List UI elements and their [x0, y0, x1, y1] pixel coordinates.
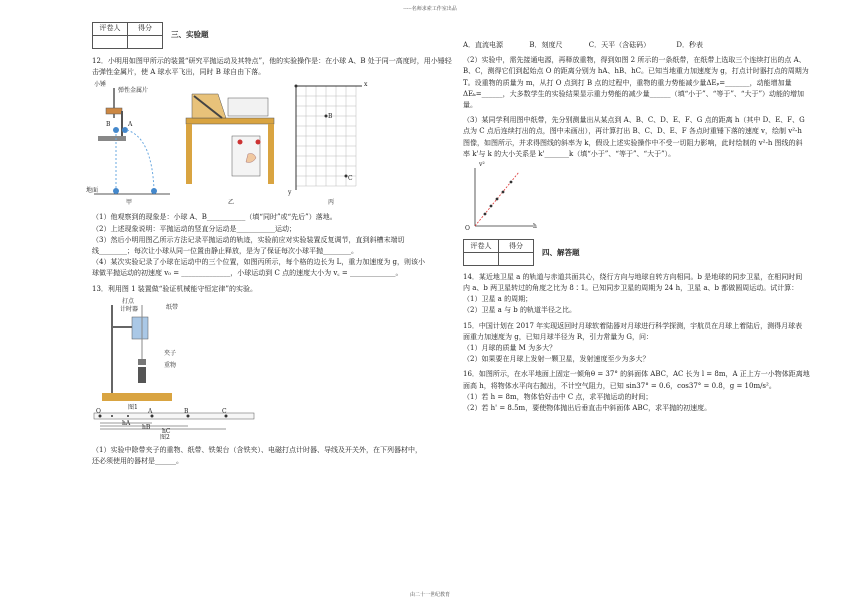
caption-fig-2: 图2: [160, 433, 170, 441]
section-title-4: 四、解答题: [542, 247, 580, 257]
q12-item-2: （2）上述现象说明：平抛运动的竖直分运动是___________运动；: [92, 224, 296, 233]
q16-line-1: 16．如图所示，在水平地面上固定一倾角θ = 37° 的斜面体 ABC，AC 长为 l = 8m，A 正上方一小物体距离地: [463, 370, 810, 379]
figure-jia: [92, 78, 172, 206]
q13-2-line-1: （2）实验中，需先接通电源，再释放重物，得到如图 2 所示的一条纸带，在纸带上选取三个连续打出的点 A、: [463, 56, 806, 65]
q13-figures: [92, 295, 452, 433]
q14-line-3: （1）卫星 a 的周期；: [463, 295, 533, 304]
q15-line-2: 面重力加速度为 g，已知月球半径为 R，引力常量为 G，问：: [463, 332, 654, 341]
caption-fig-1: 图1: [128, 403, 138, 411]
q13-3-line-4: 率 k'与 k 的大小关系是 k'_______k（填“小于”、“等于”、“大于”）。: [463, 149, 676, 158]
option-b: B．刻度尺: [529, 41, 563, 49]
page-footer: 由二十一世纪教育: [409, 592, 450, 598]
q12-figures: [86, 78, 452, 207]
label-a: A: [128, 121, 133, 129]
tape-hc: hC: [162, 427, 171, 435]
q15-line-4: （2）如果要在月球上发射一颗卫星，发射速度至少为多大？: [463, 355, 650, 364]
q12-item-4b: 球做平抛运动的初速度 v₀ = ______________，小球运动到 C 点的速度大小为 v꜀ = _____________。: [92, 269, 403, 278]
label-metal-sheet: 弹性金属片: [118, 87, 149, 95]
label-y: y: [288, 189, 292, 197]
score-cell: 得分: [128, 22, 163, 35]
option-d: D．秒表: [676, 41, 703, 49]
q13-3-line-1: （3）某同学利用图中纸带，先分别测量出从某点到 A、B、C、D、E、F、G 点的距离 h（其中 D、E、F、G: [463, 116, 805, 125]
axis-origin: O: [465, 224, 470, 232]
q15-line-3: （1）月球的质量 M 为多大？: [463, 344, 557, 352]
q13-item-1b: 还必须使用的器材是______。: [92, 456, 183, 465]
axis-v2: v²: [479, 160, 485, 168]
q13-2-line-5: 量。: [463, 100, 477, 109]
score-table-3: [92, 22, 163, 49]
option-a: A．直流电源: [463, 41, 504, 49]
q12-item-3: （3）然后小明用图乙所示方法记录平抛运动的轨迹，实验前应对实验装置反复调节，直到斜槽末端切: [92, 235, 405, 244]
caption-bing: 丙: [328, 199, 335, 207]
v2-h-plot: [467, 164, 537, 234]
q16-line-2: 面高 h，将物体水平向右抛出，不计空气阻力，已知 sin37° = 0.6，cos37° = 0.8，g = 10m/s²。: [463, 381, 776, 390]
q13-2-line-3: T。设重物的质量为 m，从打 O 点到打 B 点的过程中，重物的重力势能减少量ΔEₚ=_______，动能增加量: [463, 78, 792, 87]
option-c: C．天平（含砝码）: [588, 41, 651, 49]
figure-yi: [182, 88, 282, 198]
q16-line-4: （2）若 h' = 8.5m，要使物体抛出后垂直击中斜面体 ABC，求平抛的初速度。: [463, 403, 712, 412]
q16-line-3: （1）若 h = 8m，物体恰好击中 C 点，求平抛运动的时间；: [463, 392, 653, 401]
q13-3-line-3: 图像，如图所示，并求得图线的斜率为 k，假设上述实验操作中不受一切阻力影响，此时绘制的 v²-h 图线的斜: [463, 138, 803, 147]
left-column: [86, 20, 452, 467]
score-table-4: [463, 239, 534, 266]
q14-line-4: （2）卫星 a 与 b 的轨道半径之比。: [463, 306, 577, 315]
right-column: [463, 42, 825, 414]
score-section-4: [463, 238, 825, 268]
axis-h: h: [533, 222, 537, 230]
label-dot-timer-1: 打点: [122, 297, 135, 305]
label-point-b: B: [328, 113, 333, 121]
tape-c: C: [222, 407, 227, 415]
v2-h-graph: [463, 160, 825, 236]
q14-line-1: 14．某近地卫星 a 的轨道与赤道共面共心，绕行方向与地球自转方向相同。b 是地球的同步卫星，在相同时间: [463, 272, 803, 281]
tape-ha: hA: [122, 419, 131, 427]
label-dot-timer-2: 计时器: [120, 305, 139, 313]
figure-bing-grid: [292, 82, 368, 192]
tape-hb: hB: [142, 423, 151, 431]
tape-b: B: [184, 407, 189, 415]
q13-stem: 13．利用图 1 装置做“验证机械能守恒定律”的实验。: [92, 284, 257, 293]
label-hammer: 小锤: [94, 81, 107, 89]
q14-line-2: 内 a、b 两卫星转过的角度之比为 8∶1。已知同步卫星的周期为 24 h，卫星 a、b 都做圆周运动。试计算：: [463, 284, 799, 293]
score-section-3: [92, 20, 452, 50]
q12-item-1: （1）他观察到的现象是：小球 A、B___________（填“同时”或“先后”）落地。: [92, 213, 337, 222]
q12-item-3b: 线________；每次让小球从同一位置由静止释放，是为了保证每次小球平抛________。: [92, 246, 358, 255]
section-title-3: 三、实验题: [171, 30, 209, 39]
caption-yi: 乙: [228, 199, 235, 207]
label-tape: 纸带: [166, 303, 179, 311]
grader-cell: 评卷人: [93, 22, 128, 35]
q13-item-1: （1）实验中除带夹子的重物、纸带、铁架台（含铁夹）、电磁打点计时器、导线及开关外，在下列器材中，: [92, 445, 422, 454]
q13-2-line-4: ΔEₖ=______，大多数学生的实验结果显示重力势能的减少量______（填“小于”、“等于”、“大于”）动能的增加: [463, 89, 805, 98]
caption-jia: 甲: [126, 199, 133, 207]
label-weight: 重物: [164, 361, 177, 369]
q13-3-line-2: 点为 C 点后连续打出的点，图中未画出），再计算打出 B、C、D、E、F 各点时重锤下落的速度 v，绘制 v²-h: [463, 127, 802, 136]
label-point-c: C: [348, 175, 353, 183]
grader-cell-4: 评卷人: [464, 240, 499, 253]
label-x: x: [364, 81, 368, 89]
q15-line-1: 15．中国计划在 2017 年实现返回时月球软着陆器对月球进行科学探测，宇航员在月球上着陆后，测得月球表: [463, 321, 803, 330]
label-b: B: [106, 121, 111, 129]
figure-2-tape: [92, 411, 260, 433]
q12-stem: 12．小明用如图甲所示的装置“研究平抛运动及其特点”，他的实验操作是：在小球 A、B 处于同一高度时，用小锤轻击弹性金属片，使 A 球水平飞出，同时 B 球自由下落。: [92, 57, 452, 77]
label-ground: 地面: [86, 187, 99, 195]
q13-options: [463, 40, 703, 51]
page-header: -----名师求索工作室出品: [403, 6, 457, 12]
label-clip: 夹子: [164, 349, 177, 357]
tape-o: O: [96, 407, 101, 415]
q13-2-line-2: B、C，测得它们到起始点 O 的距离分别为 hA、hB、hC。已知当地重力加速度为 g，打点计时器打点的周期为: [463, 67, 809, 76]
q12-item-4: （4）某次实验记录了小球在运动中的三个位置，如图丙所示，每个格的边长为 L，重力加速度为 g，则该小: [92, 258, 426, 267]
score-cell-4: 得分: [499, 240, 534, 253]
tape-a: A: [148, 407, 153, 415]
